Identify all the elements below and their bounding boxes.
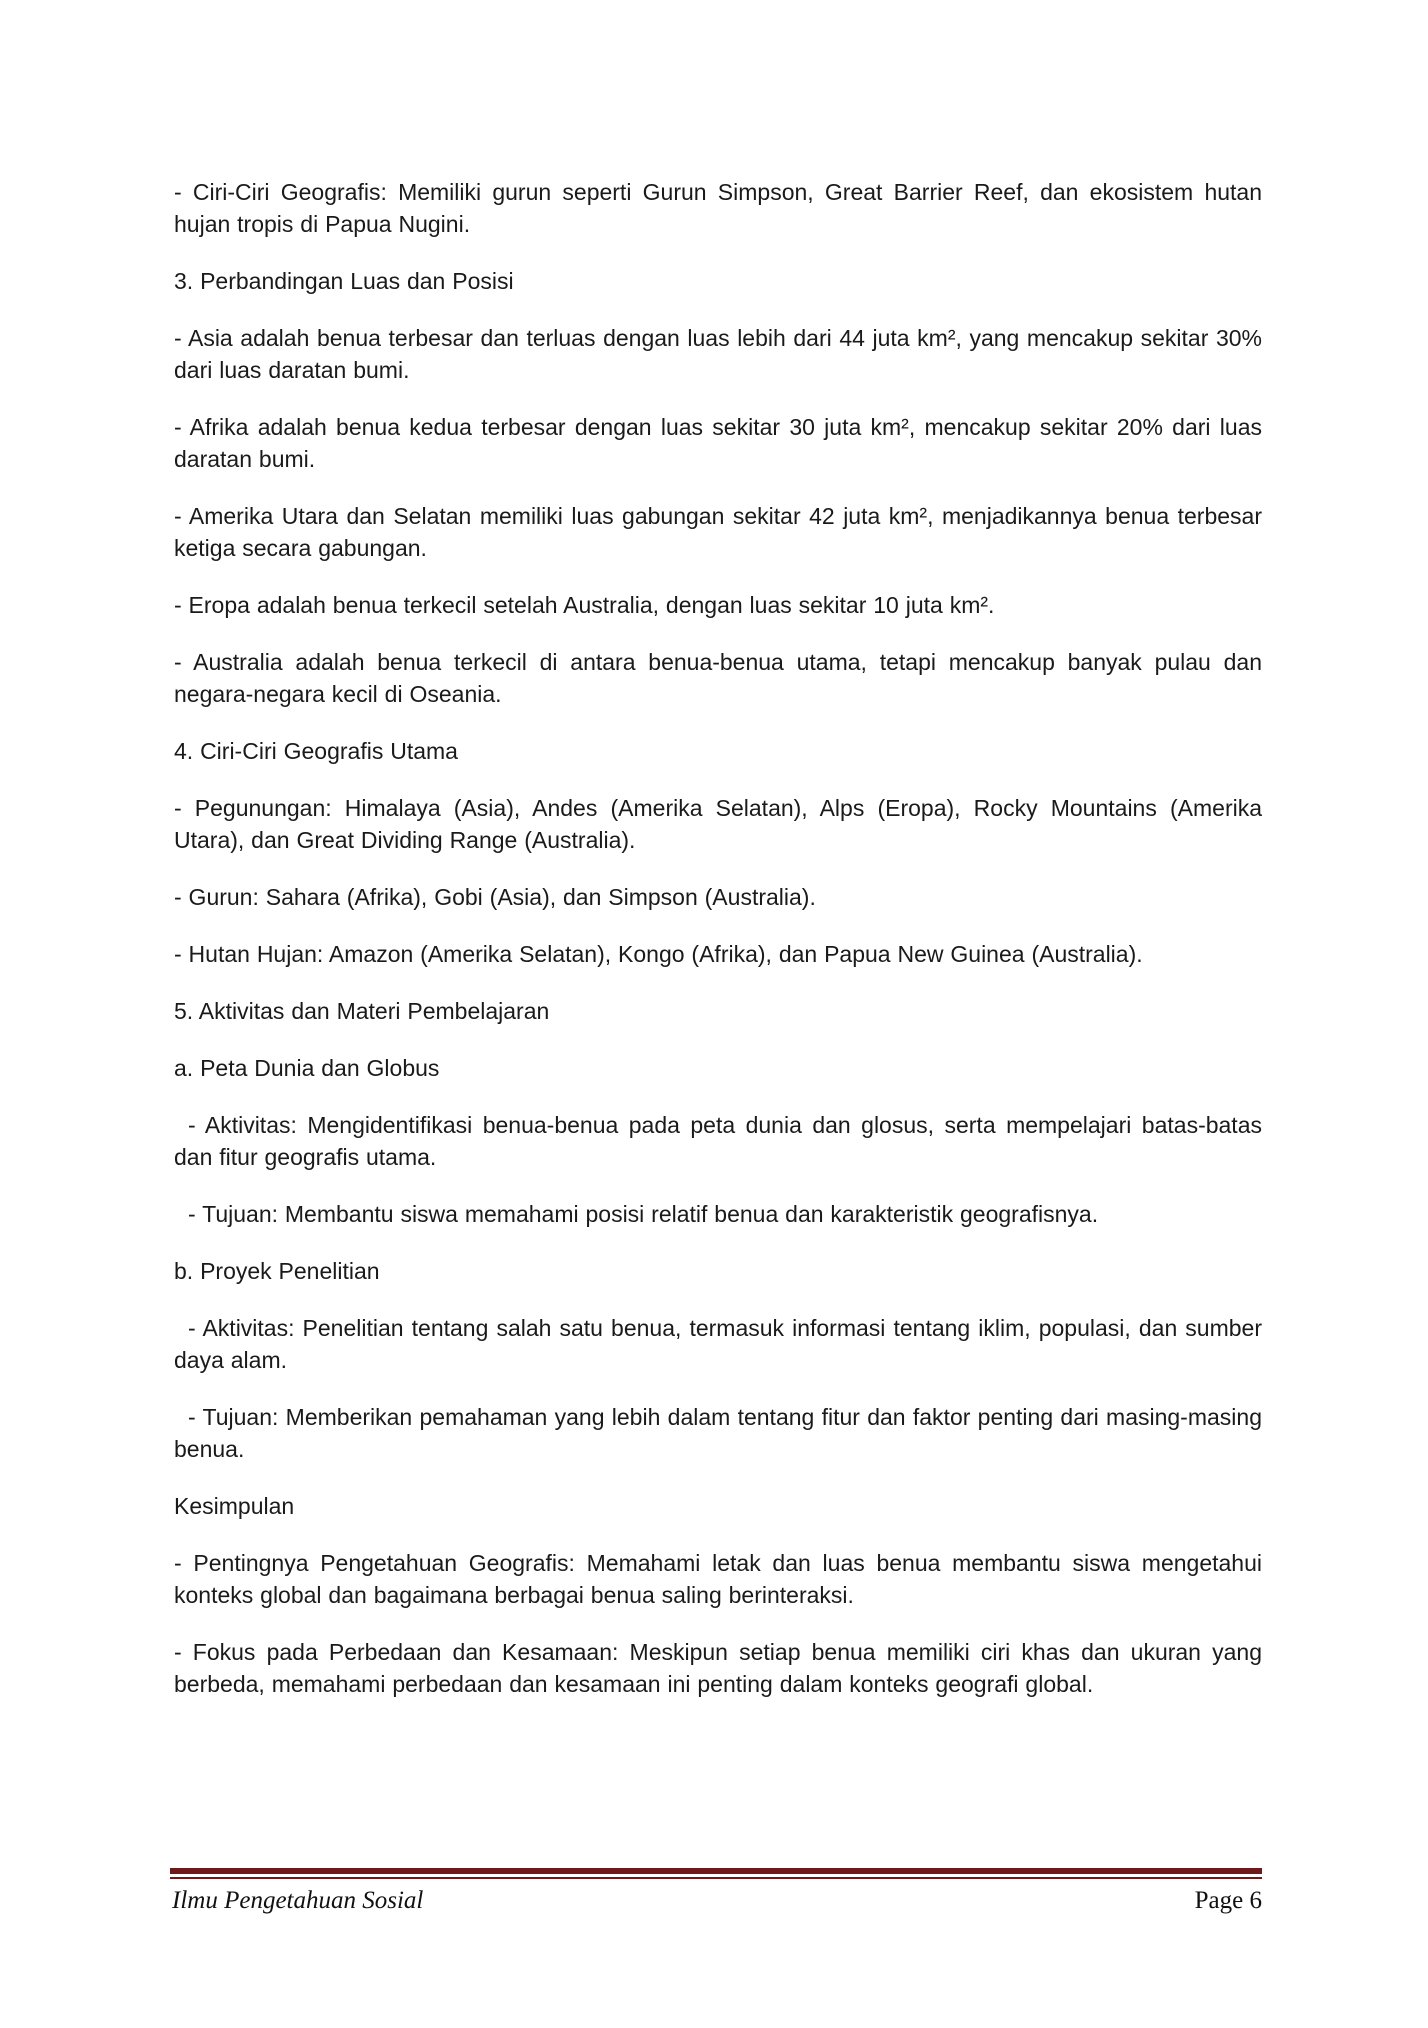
paragraph: - Amerika Utara dan Selatan memiliki luas gabungan sekitar 42 juta km², menjadikannya benua terbesar ketiga secara gabungan. — [174, 503, 1262, 561]
paragraph: 3. Perbandingan Luas dan Posisi — [174, 268, 514, 294]
paragraph: - Fokus pada Perbedaan dan Kesamaan: Meskipun setiap benua memiliki ciri khas dan ukuran yang berbeda, memahami perbedaan dan kesamaan ini penting dalam konteks geografi global. — [174, 1639, 1262, 1697]
paragraph: a. Peta Dunia dan Globus — [174, 1055, 440, 1081]
paragraph: Kesimpulan — [174, 1493, 295, 1519]
paragraph: - Tujuan: Membantu siswa memahami posisi relatif benua dan karakteristik geografisnya. — [188, 1201, 1099, 1227]
paragraph: - Australia adalah benua terkecil di antara benua-benua utama, tetapi mencakup banyak pulau dan negara-negara kecil di Oseania. — [174, 649, 1262, 707]
paragraph: - Asia adalah benua terbesar dan terluas dengan luas lebih dari 44 juta km², yang mencakup sekitar 30% dari luas daratan bumi. — [174, 325, 1262, 383]
paragraph: - Aktivitas: Penelitian tentang salah satu benua, termasuk informasi tentang iklim, populasi, dan sumber daya alam. — [174, 1315, 1262, 1373]
paragraph: - Aktivitas: Mengidentifikasi benua-benua pada peta dunia dan glosus, serta mempelajari batas-batas dan fitur geografis utama. — [174, 1112, 1262, 1170]
paragraph: - Afrika adalah benua kedua terbesar dengan luas sekitar 30 juta km², mencakup sekitar 20% dari luas daratan bumi. — [174, 414, 1262, 472]
page-number: Page 6 — [1194, 1887, 1262, 1914]
paragraph: - Gurun: Sahara (Afrika), Gobi (Asia), dan Simpson (Australia). — [174, 884, 816, 910]
paragraph: - Hutan Hujan: Amazon (Amerika Selatan), Kongo (Afrika), dan Papua New Guinea (Australia). — [174, 941, 1143, 967]
paragraph: 4. Ciri-Ciri Geografis Utama — [174, 738, 458, 764]
footer-rule-thin — [170, 1877, 1262, 1879]
body-text — [174, 176, 1262, 1725]
paragraph: b. Proyek Penelitian — [174, 1258, 380, 1284]
paragraph: - Eropa adalah benua terkecil setelah Australia, dengan luas sekitar 10 juta km². — [174, 592, 995, 618]
paragraph: - Pegunungan: Himalaya (Asia), Andes (Amerika Selatan), Alps (Eropa), Rocky Mountains (Amerika Utara), dan Great Dividing Range (Australia). — [174, 795, 1262, 853]
paragraph: 5. Aktivitas dan Materi Pembelajaran — [174, 998, 550, 1024]
paragraph: - Tujuan: Memberikan pemahaman yang lebih dalam tentang fitur dan faktor penting dari masing-masing benua. — [174, 1404, 1262, 1462]
paragraph: - Ciri-Ciri Geografis: Memiliki gurun seperti Gurun Simpson, Great Barrier Reef, dan ekosistem hutan hujan tropis di Papua Nugini. — [174, 179, 1262, 237]
paragraph: - Pentingnya Pengetahuan Geografis: Memahami letak dan luas benua membantu siswa mengetahui konteks global dan bagaimana berbagai benua saling berinteraksi. — [174, 1550, 1262, 1608]
footer-rule — [170, 1868, 1262, 1874]
footer-title: Ilmu Pengetahuan Sosial — [172, 1887, 424, 1914]
